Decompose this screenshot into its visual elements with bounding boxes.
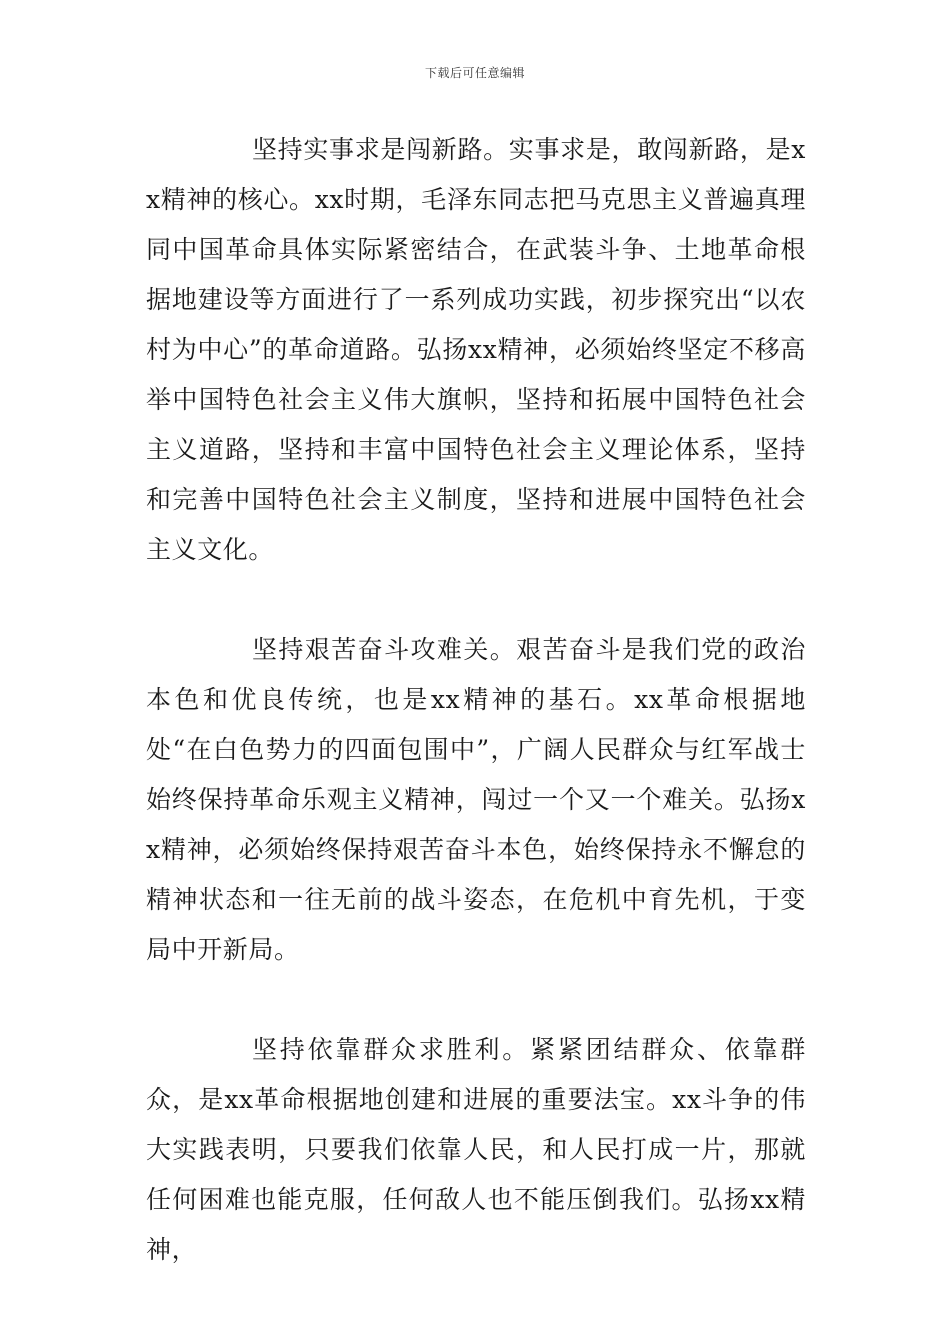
paragraph-hard-struggle: 坚持艰苦奋斗攻难关。艰苦奋斗是我们党的政治本色和优良传统，也是xx精神的基石。xx革命根据地处“在白色势力的四面包围中”，广阔人民群众与红军战士始终保持革命乐观主义精神，闯过一个又一个难关。弘扬xx精神，必须始终保持艰苦奋斗本色，始终保持永不懈怠的精神状态和一往无前的战斗姿态，在危机中育先机，于变局中开新局。 — [146, 635, 806, 964]
paragraph-rely-on-masses: 坚持依靠群众求胜利。紧紧团结群众、依靠群众，是xx革命根据地创建和进展的重要法宝。xx斗争的伟大实践表明，只要我们依靠人民，和人民打成一片，那就任何困难也能克服，任何敌人也不能压倒我们。弘扬xx精神， — [146, 1035, 806, 1264]
document-body — [146, 125, 806, 1325]
download-note: 下载后可任意编辑 — [424, 66, 525, 80]
paragraph-seek-truth: 坚持实事求是闯新路。实事求是，敢闯新路，是xx精神的核心。xx时期，毛泽东同志把马克思主义普遍真理同中国革命具体实际紧密结合，在武装斗争、土地革命根据地建设等方面进行了一系列成功实践，初步探究出“以农村为中心”的革命道路。弘扬xx精神，必须始终坚定不移高举中国特色社会主义伟大旗帜，坚持和拓展中国特色社会主义道路，坚持和丰富中国特色社会主义理论体系，坚持和完善中国特色社会主义制度，坚持和进展中国特色社会主义文化。 — [146, 135, 806, 564]
